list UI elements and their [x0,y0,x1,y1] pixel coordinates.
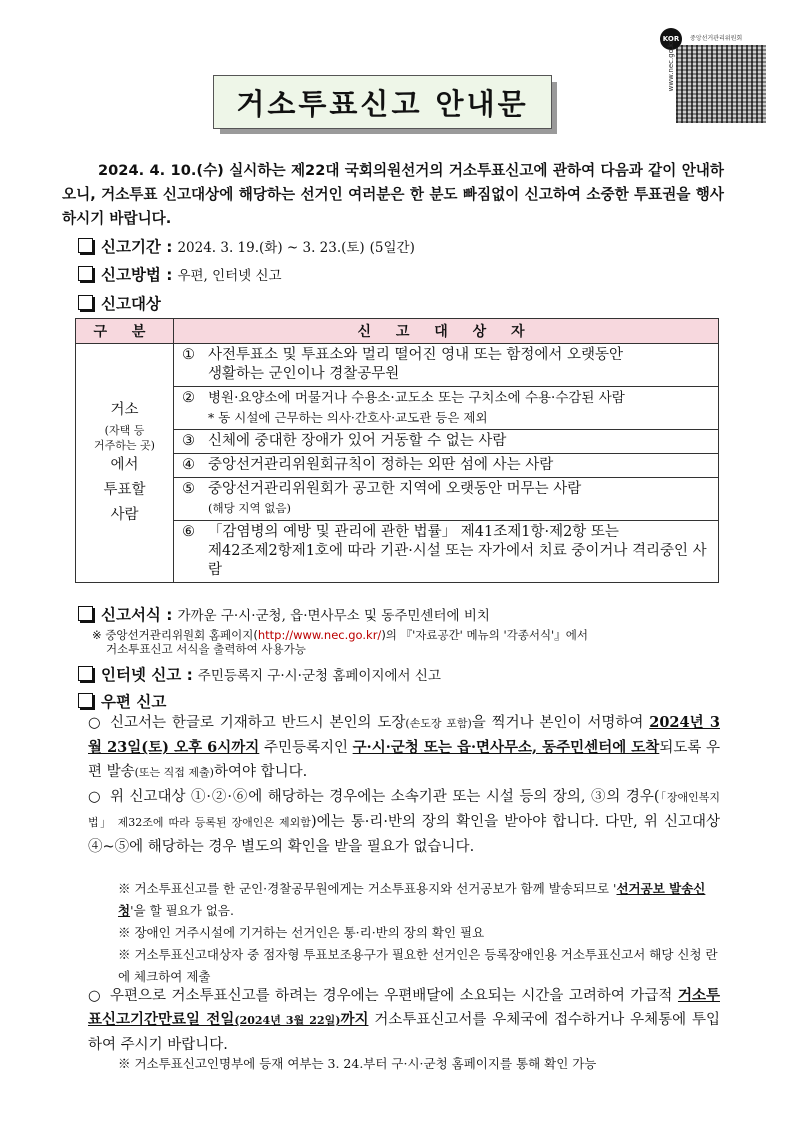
mail-paragraph-3: ○ 우편으로 거소투표신고를 하려는 경우에는 우편배달에 소요되는 시간을 고려하여 가급적 거소투표신고기간만료일 전일(2024년 3월 22일)까지 거소투표신고서를 우체국에 접수하거나 우체통에 투입하여 주시기 바랍니다. [88,987,720,1053]
checkbox-icon [78,693,93,708]
kor-logo: KOR [660,28,682,50]
nec-link[interactable]: http://www.nec.go.kr/ [257,628,382,642]
target-row-2: ② 병원·요양소에 머물거나 수용소·교도소 또는 구치소에 수용·수감된 사람 * 동 시설에 근무하는 의사·간호사·교도관 등은 제외 [174,387,719,430]
target-row-5: ⑤ 중앙선거관리위원회가 공고한 지역에 오랫동안 머무는 사람 (해당 지역 없음) [174,478,719,521]
checkbox-icon [78,295,93,310]
section-form [78,603,490,625]
mail-notes [118,878,718,988]
period-label: 신고기간 : [101,238,173,256]
checkbox-icon [78,606,93,621]
qr-code [676,45,766,123]
period-note: (5일간) [369,240,415,256]
target-row-4: ④ 중앙선거관리위원회규칙이 정하는 외딴 섬에 사는 사람 [174,454,719,478]
note-4: ※ 거소투표신고인명부에 등재 여부는 3. 24.부터 구·시·군청 홈페이지를 통해 확인 가능 [118,1056,597,1071]
target-label: 신고대상 [101,295,161,313]
target-row-1: ① 사전투표소 및 투표소와 멀리 떨어진 영내 또는 함정에서 오랫동안 생활하는 군인이나 경찰공무원 [174,344,719,387]
checkbox-icon [78,238,93,253]
note-3: ※ 거소투표신고대상자 중 점자형 투표보조용구가 필요한 선거인은 등록장애인용 거소투표신고서 해당 신청 란에 체크하여 제출 [118,947,718,984]
target-row-6: ⑥ 「감염병의 예방 및 관리에 관한 법률」 제41조제1항·제2항 또는 제42조제2항제1호에 따라 기관·시설 또는 자가에서 치료 중이거나 격리중인 사람 [174,521,719,583]
internet-value: 주민등록지 구·시·군청 홈페이지에서 신고 [197,668,441,684]
org-name: 중앙선거관리위원회 [690,35,743,42]
checkbox-icon [78,666,93,681]
section-method [78,263,282,285]
method-label: 신고방법 : [101,266,173,284]
form-value: 가까운 구·시·군청, 읍·면사무소 및 동주민센터에 비치 [177,608,490,624]
mail-label: 우편 신고 [101,693,167,711]
page-title: 거소투표신고 안내문 [213,75,552,129]
target-table [75,318,719,583]
section-period [78,235,415,257]
category-cell: 거소 (자택 등 거주하는 곳) 에서 투표할 사람 [76,344,174,583]
section-target [78,292,161,314]
checkbox-icon [78,266,93,281]
form-label: 신고서식 : [101,606,173,624]
org-url: www.nec.go.kr [667,40,675,92]
note-1: ※ 거소투표신고를 한 군인·경찰공무원에게는 거소투표용지와 선거공보가 함께 발송되므로 '선거공보 발송신청'을 할 필요가 없음. [118,881,706,918]
target-row-3: ③ 신체에 중대한 장애가 있어 거동할 수 없는 사람 [174,430,719,454]
table-header-category: 구 분 [76,319,174,344]
table-header-target: 신 고 대 상 자 [174,319,719,344]
method-value: 우편, 인터넷 신고 [177,268,282,284]
mail-paragraph-2: ○ 위 신고대상 ①·②·⑥에 해당하는 경우에는 소속기관 또는 시설 등의 장의, ③의 경우(「장애인복지법」 제32조에 따라 등록된 장애인은 제외함)에는 통·리·반의 장의 확인을 받아야 합니다. 다만, 위 신고대상 ④~⑤에 해당하는 경우 별도의 확인을 받을 필요가 없습니다. [88,789,720,855]
section-internet [78,663,441,685]
internet-label: 인터넷 신고 : [101,666,193,684]
period-value: 2024. 3. 19.(화) ~ 3. 23.(토) [177,240,365,256]
form-note: ※ 중앙선거관리위원회 홈페이지(http://www.nec.go.kr/)의 『'자료공간' 메뉴의 '각종서식'』에서 거소투표신고 서식을 출력하여 사용가능 [92,628,588,656]
note-2: ※ 장애인 거주시설에 기거하는 선거인은 통·리·반의 장의 확인 필요 [118,925,485,940]
mail-paragraph-1: ○ 신고서는 한글로 기재하고 반드시 본인의 도장(손도장 포함)을 찍거나 본인이 서명하여 2024년 3월 23일(토) 오후 6시까지 주민등록지인 구·시·군청 또는 읍·면사무소, 동주민센터에 도착되도록 우편 발송(또는 직접 제출)하여야 합니다. [88,714,720,780]
section-mail [78,690,166,712]
intro-paragraph: 2024. 4. 10.(수) 실시하는 제22대 국회의원선거의 거소투표신고에 관하여 다음과 같이 안내하오니, 거소투표 신고대상에 해당하는 선거인 여러분은 한 분도 빠짐없이 신고하여 소중한 투표권을 행사하시기 바랍니다. [62,162,724,227]
